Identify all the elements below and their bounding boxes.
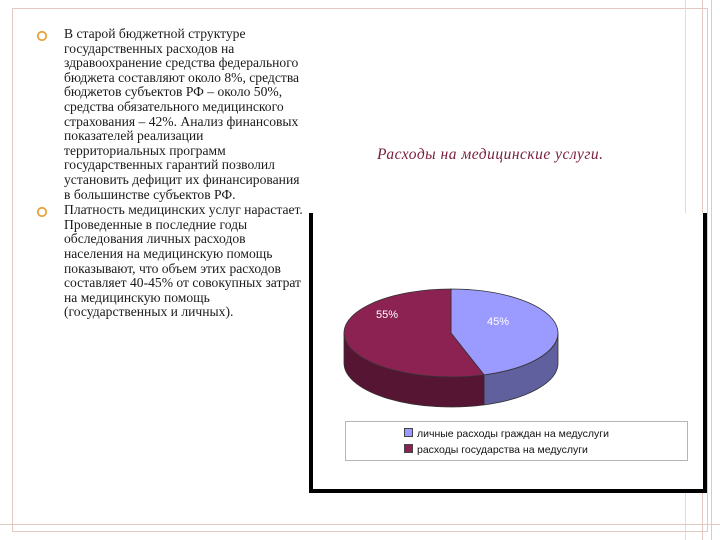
frame-bottom-band bbox=[0, 524, 720, 540]
legend-swatch bbox=[404, 444, 413, 453]
pie-data-label: 45% bbox=[487, 316, 510, 328]
bullet-item bbox=[36, 27, 306, 202]
pie-data-label: 55% bbox=[376, 309, 399, 321]
chart-area bbox=[309, 213, 707, 493]
legend-label: личные расходы граждан на медуслуги bbox=[417, 428, 610, 440]
legend-entry bbox=[404, 444, 588, 456]
legend-swatch bbox=[404, 428, 413, 437]
bullet-text: В старой бюджетной структуре государственных расходов на здравоохранение средства федерального бюджета составляют около 8%, средства бюджетов субъектов РФ – около 50%, средства обязательного медицинского страхования – 42%. Анализ финансовых показателей реализации территориальных программ государственных гарантий позволил установить дефицит их финансирования в большинстве субъектов РФ. bbox=[64, 26, 300, 202]
bullet-text: Платность медицинских услуг нарастает. Проведенные в последние годы обследования личных расходов населения на медицинскую помощь показывают, что объем этих расходов составляет 40-45% от совокупных затрат на медицинскую помощь (государственных и личных). bbox=[64, 202, 303, 320]
chart-legend bbox=[345, 421, 688, 461]
bullet-item bbox=[36, 203, 306, 320]
chart-title: Расходы на медицинские услуги. bbox=[377, 146, 604, 163]
ring-bullet-icon bbox=[36, 30, 48, 42]
legend-label: расходы государства на медуслуги bbox=[417, 444, 588, 456]
bullet-list bbox=[36, 27, 306, 320]
legend-entry bbox=[404, 428, 609, 440]
ring-bullet-icon bbox=[36, 206, 48, 218]
